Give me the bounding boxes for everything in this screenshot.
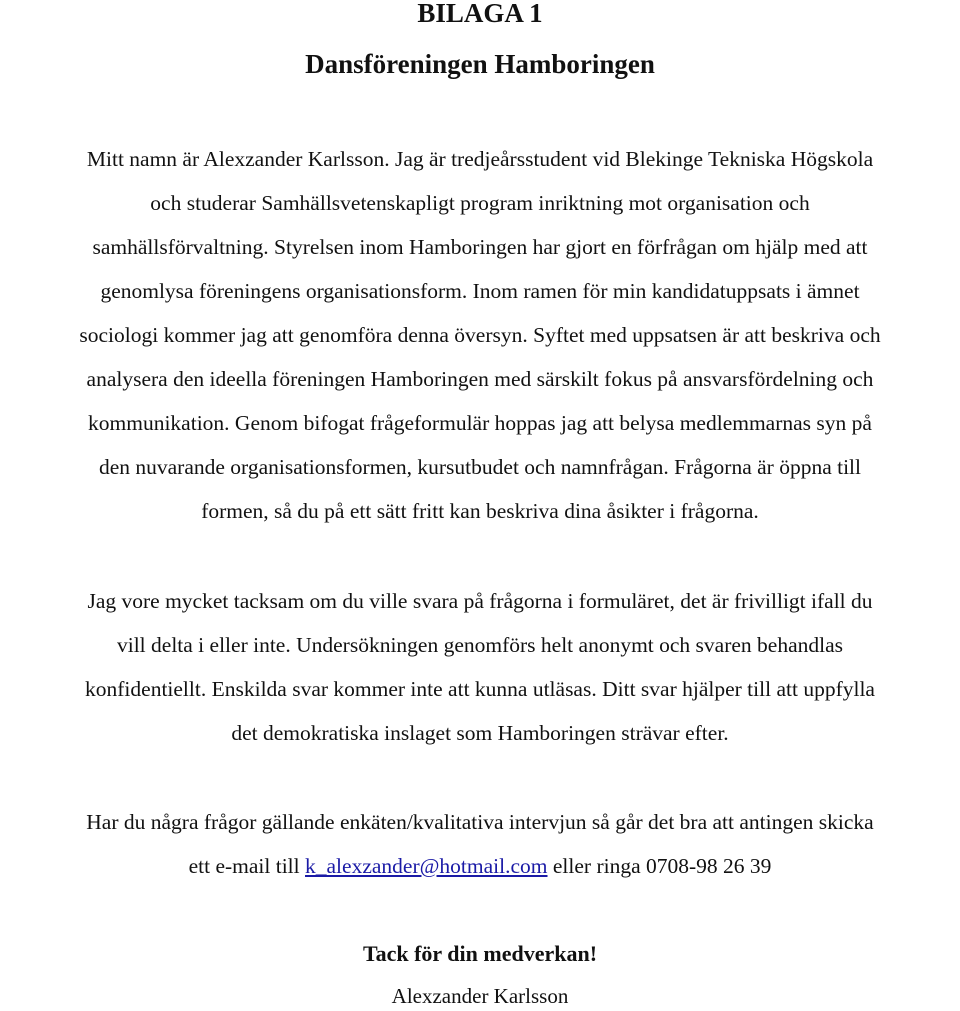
paragraph-line: den nuvarande organisationsformen, kursutbudet och namnfrågan. Frågorna är öppna till [98, 455, 862, 479]
paragraph-line: det demokratiska inslaget som Hamboringen strävar efter. [231, 721, 729, 745]
contact-line [0, 844, 960, 888]
paragraph-line: vill delta i eller inte. Undersökningen genomförs helt anonymt och svaren behandlas [116, 633, 844, 657]
paragraph-line: analysera den ideella föreningen Hamboringen med särskilt fokus på ansvarsfördelning och [86, 367, 874, 391]
paragraph-line: Har du några frågor gällande enkäten/kvalitativa intervjun så går det bra att antingen skicka [86, 810, 874, 834]
contact-text-after: eller ringa 0708-98 26 39 [547, 854, 772, 878]
thanks-text: Tack för din medverkan! [362, 941, 598, 966]
paragraph-line: formen, så du på ett sätt fritt kan beskriva dina åsikter i frågorna. [201, 499, 759, 523]
signature-name: Alexzander Karlsson [391, 984, 569, 1008]
paragraph-line: Jag vore mycket tacksam om du ville svara på frågorna i formuläret, det är frivilligt ifall du [87, 589, 873, 613]
paragraph-line: Mitt namn är Alexzander Karlsson. Jag är tredjeårsstudent vid Blekinge Tekniska Högskola [86, 147, 874, 171]
contact-paragraph [0, 800, 960, 888]
paragraph-line: sociologi kommer jag att genomföra denna översyn. Syftet med uppsatsen är att beskriva och [79, 323, 881, 347]
paragraph-line: och studerar Samhällsvetenskapligt program inriktning mot organisation och [150, 191, 810, 215]
paragraph-line: kommunikation. Genom bifogat frågeformulär hoppas jag att belysa medlemmarnas syn på [88, 411, 872, 435]
paragraph-line: samhällsförvaltning. Styrelsen inom Hamboringen har gjort en förfrågan om hjälp med att [92, 235, 868, 259]
contact-text-before: ett e-mail till [188, 854, 306, 878]
intro-paragraph [0, 137, 960, 533]
paragraph-line: genomlysa föreningens organisationsform. Inom ramen för min kandidatuppsats i ämnet [100, 279, 860, 303]
document-subheading: Dansföreningen Hamboringen [305, 49, 655, 79]
request-paragraph [0, 579, 960, 755]
paragraph-line: konfidentiellt. Enskilda svar kommer inte att kunna utläsas. Ditt svar hjälper till att uppfylla [85, 677, 875, 701]
document-heading: BILAGA 1 [417, 0, 543, 28]
email-link[interactable]: k_alexzander@hotmail.com [305, 854, 548, 878]
